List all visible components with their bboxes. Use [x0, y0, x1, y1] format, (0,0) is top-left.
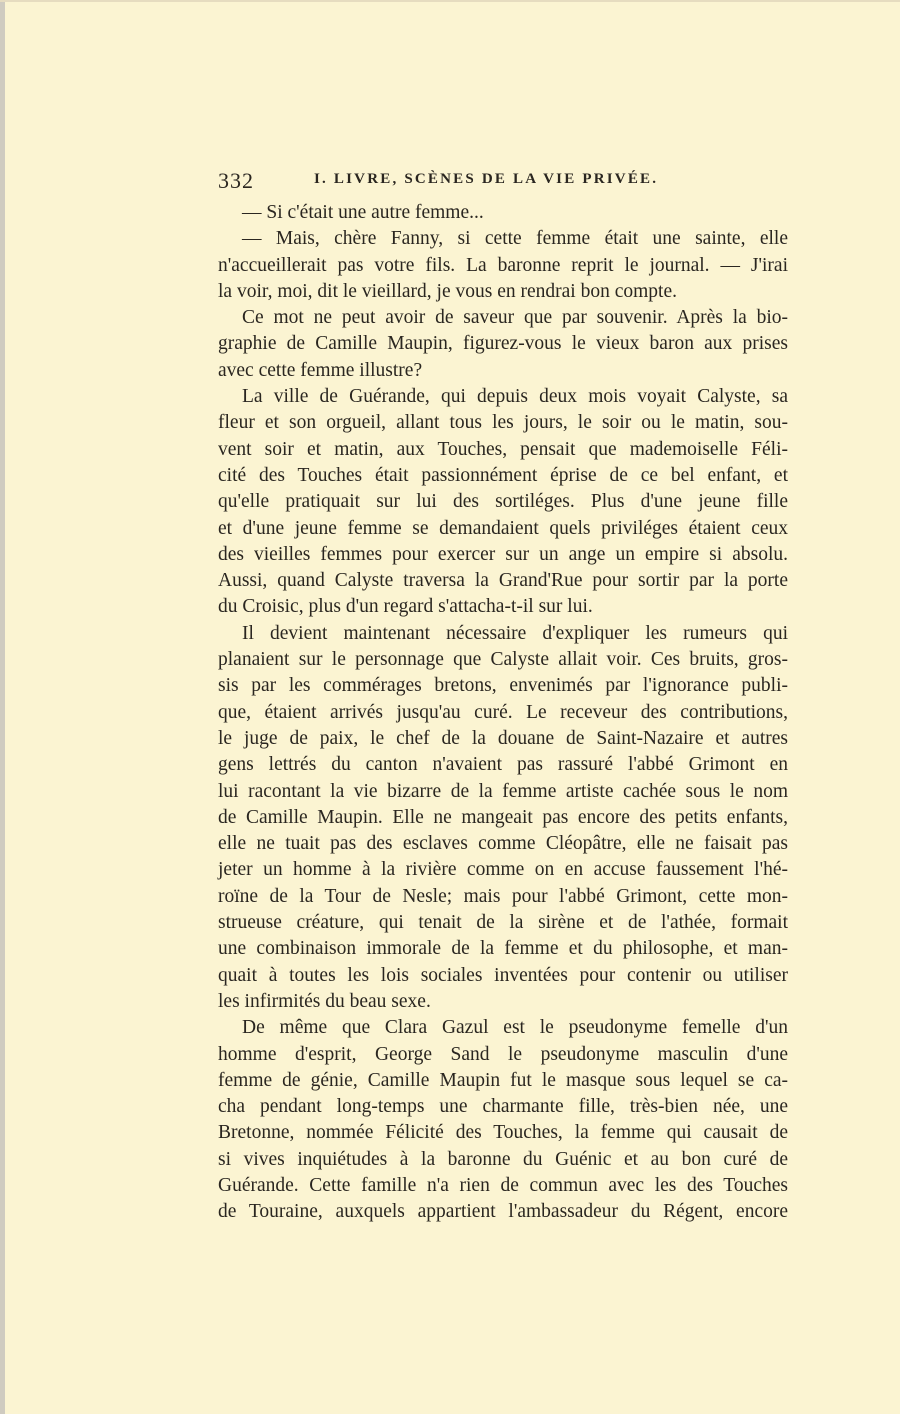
paragraph [218, 200, 788, 226]
text-line: elle ne tuait pas des esclaves comme Cléopâtre, elle ne faisait pas [218, 833, 788, 855]
text-line: La ville de Guérande, qui depuis deux mois voyait Calyste, sa [242, 386, 788, 408]
paragraph [218, 384, 788, 621]
text-line: du Croisic, plus d'un regard s'attacha-t-il sur lui. [218, 596, 593, 618]
text-line: — Mais, chère Fanny, si cette femme était une sainte, elle [242, 228, 788, 250]
text-line: femme de génie, Camille Maupin fut le masque sous lequel se ca- [218, 1069, 788, 1091]
scan-top-edge [0, 0, 900, 2]
text-line: que, étaient arrivés jusqu'au curé. Le receveur des contributions, [218, 701, 788, 723]
text-line: homme d'esprit, George Sand le pseudonyme masculin d'une [218, 1043, 788, 1065]
text-line: Il devient maintenant nécessaire d'expliquer les rumeurs qui [242, 622, 788, 644]
text-line: jeter un homme à la rivière comme on en accuse faussement l'hé- [218, 859, 788, 881]
paragraph [218, 621, 788, 1015]
paragraph [218, 305, 788, 384]
paragraph [218, 1015, 788, 1225]
running-head [218, 168, 788, 192]
text-line: cité des Touches était passionnément éprise de ce bel enfant, et [218, 464, 788, 486]
text-line: de Camille Maupin. Elle ne mangeait pas encore des petits enfants, [218, 806, 788, 828]
text-line: vent soir et matin, aux Touches, pensait que mademoiselle Féli- [218, 438, 788, 460]
text-line: Ce mot ne peut avoir de saveur que par souvenir. Après la bio- [242, 307, 788, 329]
page-number: 332 [218, 168, 254, 193]
text-line: lui racontant la vie bizarre de la femme artiste cachée sous le nom [218, 780, 788, 802]
text-line: cha pendant long-temps une charmante fille, très-bien née, une [218, 1096, 788, 1118]
body-text [218, 200, 788, 1226]
text-line: strueuse créature, qui tenait de la sirène et de l'athée, formait [218, 912, 788, 934]
text-line: De même que Clara Gazul est le pseudonyme femelle d'un [242, 1017, 788, 1039]
text-line: avec cette femme illustre? [218, 359, 423, 381]
text-line: le juge de paix, le chef de la douane de Saint-Nazaire et autres [218, 727, 788, 749]
scan-left-edge [0, 0, 5, 1414]
running-head-title: I. LIVRE, SCÈNES DE LA VIE PRIVÉE. [314, 171, 659, 187]
text-line: quait à toutes les lois sociales inventées pour contenir ou utiliser [218, 964, 788, 986]
text-line: Aussi, quand Calyste traversa la Grand'Rue pour sortir par la porte [218, 570, 788, 592]
text-line: de Touraine, auxquels appartient l'ambassadeur du Régent, encore [218, 1201, 788, 1223]
paragraph [218, 226, 788, 305]
text-line: une combinaison immorale de la femme et du philosophe, et man- [218, 938, 788, 960]
text-line: gens lettrés du canton n'avaient pas rassuré l'abbé Grimont en [218, 754, 788, 776]
text-line: la voir, moi, dit le vieillard, je vous en rendrai bon compte. [218, 280, 677, 302]
text-line: Bretonne, nommée Félicité des Touches, la femme qui causait de [218, 1122, 788, 1144]
text-line: graphie de Camille Maupin, figurez-vous le vieux baron aux prises [218, 333, 788, 355]
text-line: n'accueillerait pas votre fils. La baronne reprit le journal. — J'irai [218, 254, 788, 276]
text-line: Guérande. Cette famille n'a rien de commun avec les des Touches [218, 1174, 788, 1196]
text-line: si vives inquiétudes à la baronne du Guénic et au bon curé de [218, 1148, 788, 1170]
text-line: des vieilles femmes pour exercer sur un ange un empire si absolu. [218, 543, 788, 565]
text-line: roïne de la Tour de Nesle; mais pour l'abbé Grimont, cette mon- [218, 885, 788, 907]
text-line: planaient sur le personnage que Calyste allait voir. Ces bruits, gros- [218, 649, 788, 671]
text-line: les infirmités du beau sexe. [218, 990, 431, 1012]
text-line: — Si c'était une autre femme... [242, 202, 484, 223]
text-line: sis par les commérages bretons, envenimés par l'ignorance publi- [218, 675, 788, 697]
text-line: et d'une jeune femme se demandaient quels priviléges étaient ceux [218, 517, 788, 539]
text-line: fleur et son orgueil, allant tous les jours, le soir ou le matin, sou- [218, 412, 788, 434]
text-line: qu'elle pratiquait sur lui des sortiléges. Plus d'une jeune fille [218, 491, 788, 513]
